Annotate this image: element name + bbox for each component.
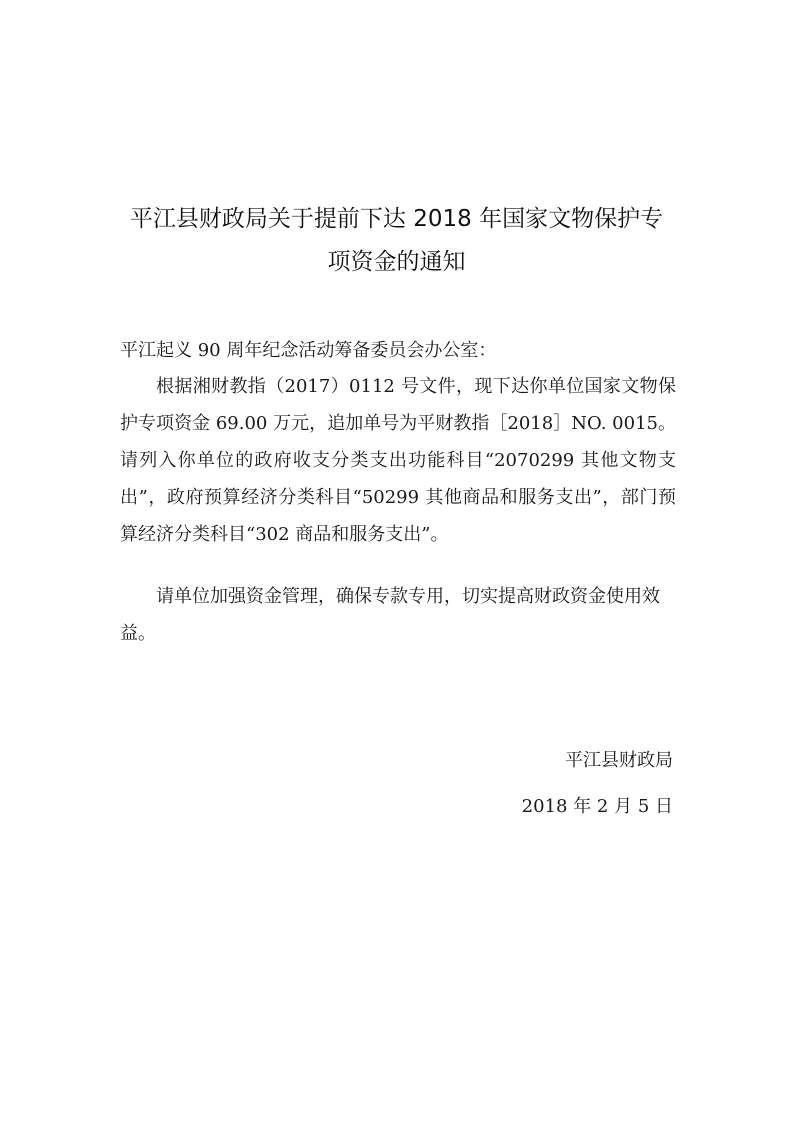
title-line-2: 项资金的通知 [327, 249, 466, 275]
salutation: 平江起义 90 周年纪念活动筹备委员会办公室： [120, 340, 497, 361]
title-line-1: 平江县财政局关于提前下达 2018 年国家文物保护专 [129, 206, 664, 232]
document-title [100, 198, 693, 284]
body-paragraph-2: 请单位加强资金管理，确保专款专用，切实提高财政资金使用效益。 [120, 586, 660, 644]
signature-organization: 平江县财政局 [565, 750, 673, 771]
body-paragraph-1: 根据湘财教指（2017）0112 号文件，现下达你单位国家文物保护专项资金 69.00 万元，追加单号为平财教指［2018］NO. 0015。请列入你单位的政府收支分类支出功能科目“2070299 其他文物支出”，政府预算经济分类科目“50299 其他商品和服务支出”，部门预算经济分类科目“302 商品和服务支出”。 [120, 376, 676, 545]
signature-date: 2018 年 2 月 5 日 [521, 796, 673, 817]
